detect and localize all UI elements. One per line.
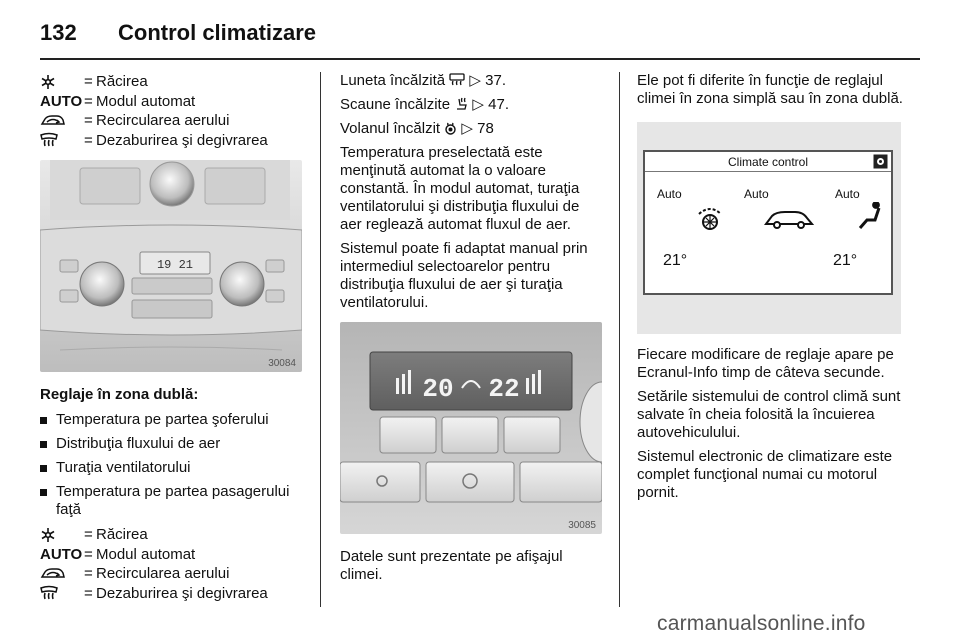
recirculation-icon (40, 567, 84, 581)
legend-row (40, 131, 305, 151)
rear-defrost-icon (449, 73, 465, 86)
arrow-icon: ▷ (469, 72, 481, 89)
legend-equals: = (84, 92, 93, 110)
auto-label: Auto (657, 187, 682, 201)
legend-equals: = (84, 112, 93, 129)
legend-equals: = (84, 545, 93, 563)
ref-rear-window: Luneta încălzită ▷ 37. (340, 72, 506, 89)
column-divider (619, 72, 620, 607)
paragraph: Sistemul poate fi adaptat manual prin intermediul selectoarelor pentru distribuţia fluxului de aer şi turaţia ventilatorului. (340, 240, 588, 311)
paragraph: Sistemul electronic de climatizare este complet funcţional numai cu motorul pornit. (637, 448, 893, 501)
legend-equals: = (84, 131, 93, 149)
climate-display-photo (340, 322, 602, 534)
heated-wheel-icon (444, 122, 457, 135)
column-2 (340, 72, 605, 590)
page-number: 132 (40, 20, 77, 45)
snowflake-icon (40, 74, 84, 90)
column-1 (40, 72, 305, 603)
temperature-left: 21° (663, 252, 688, 269)
legend-bottom (40, 525, 305, 603)
auto-label: Auto (744, 187, 769, 201)
legend-top (40, 72, 305, 150)
ref-heated-wheel: Volanul încălzit ▷ 78 (340, 120, 494, 137)
dual-zone-heading: Reglaje în zona dublă: (40, 386, 199, 403)
legend-row (40, 584, 305, 604)
panel-display: 19 21 (156, 258, 194, 272)
legend-text: Recircularea aerului (96, 112, 230, 129)
climate-panel-photo (40, 160, 302, 372)
info-screen (643, 150, 893, 295)
legend-row (40, 92, 305, 112)
air-distribution-icon (857, 202, 883, 237)
legend-equals: = (84, 584, 93, 602)
recirculation-icon (40, 114, 84, 128)
legend-text: Dezaburirea şi degivrarea (96, 584, 268, 602)
paragraph: Fiecare modificare de reglaje apare pe Ecranul-Info timp de câteva secunde. (637, 346, 894, 381)
list-item: Distribuţia fluxului de aer (40, 435, 305, 453)
climate-display-illustration (340, 322, 602, 534)
paragraph: Datele sunt prezentate pe afişajul climei. (340, 548, 563, 583)
legend-row (40, 545, 305, 565)
arrow-icon: ▷ (472, 96, 484, 113)
list-item: Temperatura pe partea şoferului (40, 411, 305, 429)
legend-row (40, 525, 305, 545)
legend-text: Recircularea aerului (96, 565, 230, 582)
dual-zone-list (40, 411, 305, 519)
legend-text: Răcirea (96, 526, 148, 543)
list-item: Temperatura pe partea pasagerului faţă (40, 483, 305, 519)
auto-symbol: AUTO (40, 92, 83, 110)
paragraph: Setările sistemului de control climă sunt salvate în cheia folosită la încuierea autovehiculului. (637, 388, 901, 441)
column-3 (637, 72, 905, 508)
image-code: 30084 (268, 358, 296, 369)
auto-symbol: AUTO (40, 545, 83, 563)
climate-panel-illustration (40, 160, 302, 372)
auto-label: Auto (835, 187, 860, 201)
snowflake-icon (40, 527, 84, 543)
heated-seat-icon (454, 97, 468, 111)
screen-title-bar (645, 152, 891, 172)
image-code: 30085 (568, 520, 596, 531)
settings-icon (873, 154, 888, 174)
legend-row (40, 72, 305, 92)
legend-text: Modul automat (96, 92, 196, 110)
legend-equals: = (84, 73, 93, 90)
legend-row (40, 564, 305, 584)
screen-title: Climate control (727, 155, 809, 169)
arrow-icon: ▷ (461, 120, 473, 137)
car-recirculation-icon (763, 208, 815, 235)
defrost-icon (40, 585, 84, 601)
header-rule (40, 58, 920, 60)
legend-equals: = (84, 526, 93, 543)
page-title: Control climatizare (118, 20, 317, 45)
climate-control-screen (637, 122, 901, 334)
legend-text: Modul automat (96, 545, 196, 563)
temperature-right: 21° (833, 252, 858, 269)
ref-heated-seats: Scaune încălzite ▷ 47. (340, 96, 509, 113)
display-temp-right: 22 (488, 374, 520, 404)
legend-text: Răcirea (96, 73, 148, 90)
list-item: Turaţia ventilatorului (40, 459, 305, 477)
paragraph: Ele pot fi diferite în funcţie de reglajul climei în zona simplă sau în zona dublă. (637, 72, 903, 107)
display-temp-left: 20 (422, 374, 454, 404)
page-header (40, 14, 920, 60)
fan-icon (693, 202, 727, 237)
legend-row (40, 111, 305, 131)
column-divider (320, 72, 321, 607)
defrost-icon (40, 132, 84, 148)
legend-text: Dezaburirea şi degivrarea (96, 131, 268, 149)
paragraph: Temperatura preselectată este menţinută automat la o valoare constantă. În modul automat, turaţia ventilatorului şi distribuţia fluxului de aer reglează automat fluxul de aer. (340, 144, 580, 233)
legend-equals: = (84, 565, 93, 582)
site-watermark: carmanualsonline.info (657, 612, 866, 635)
